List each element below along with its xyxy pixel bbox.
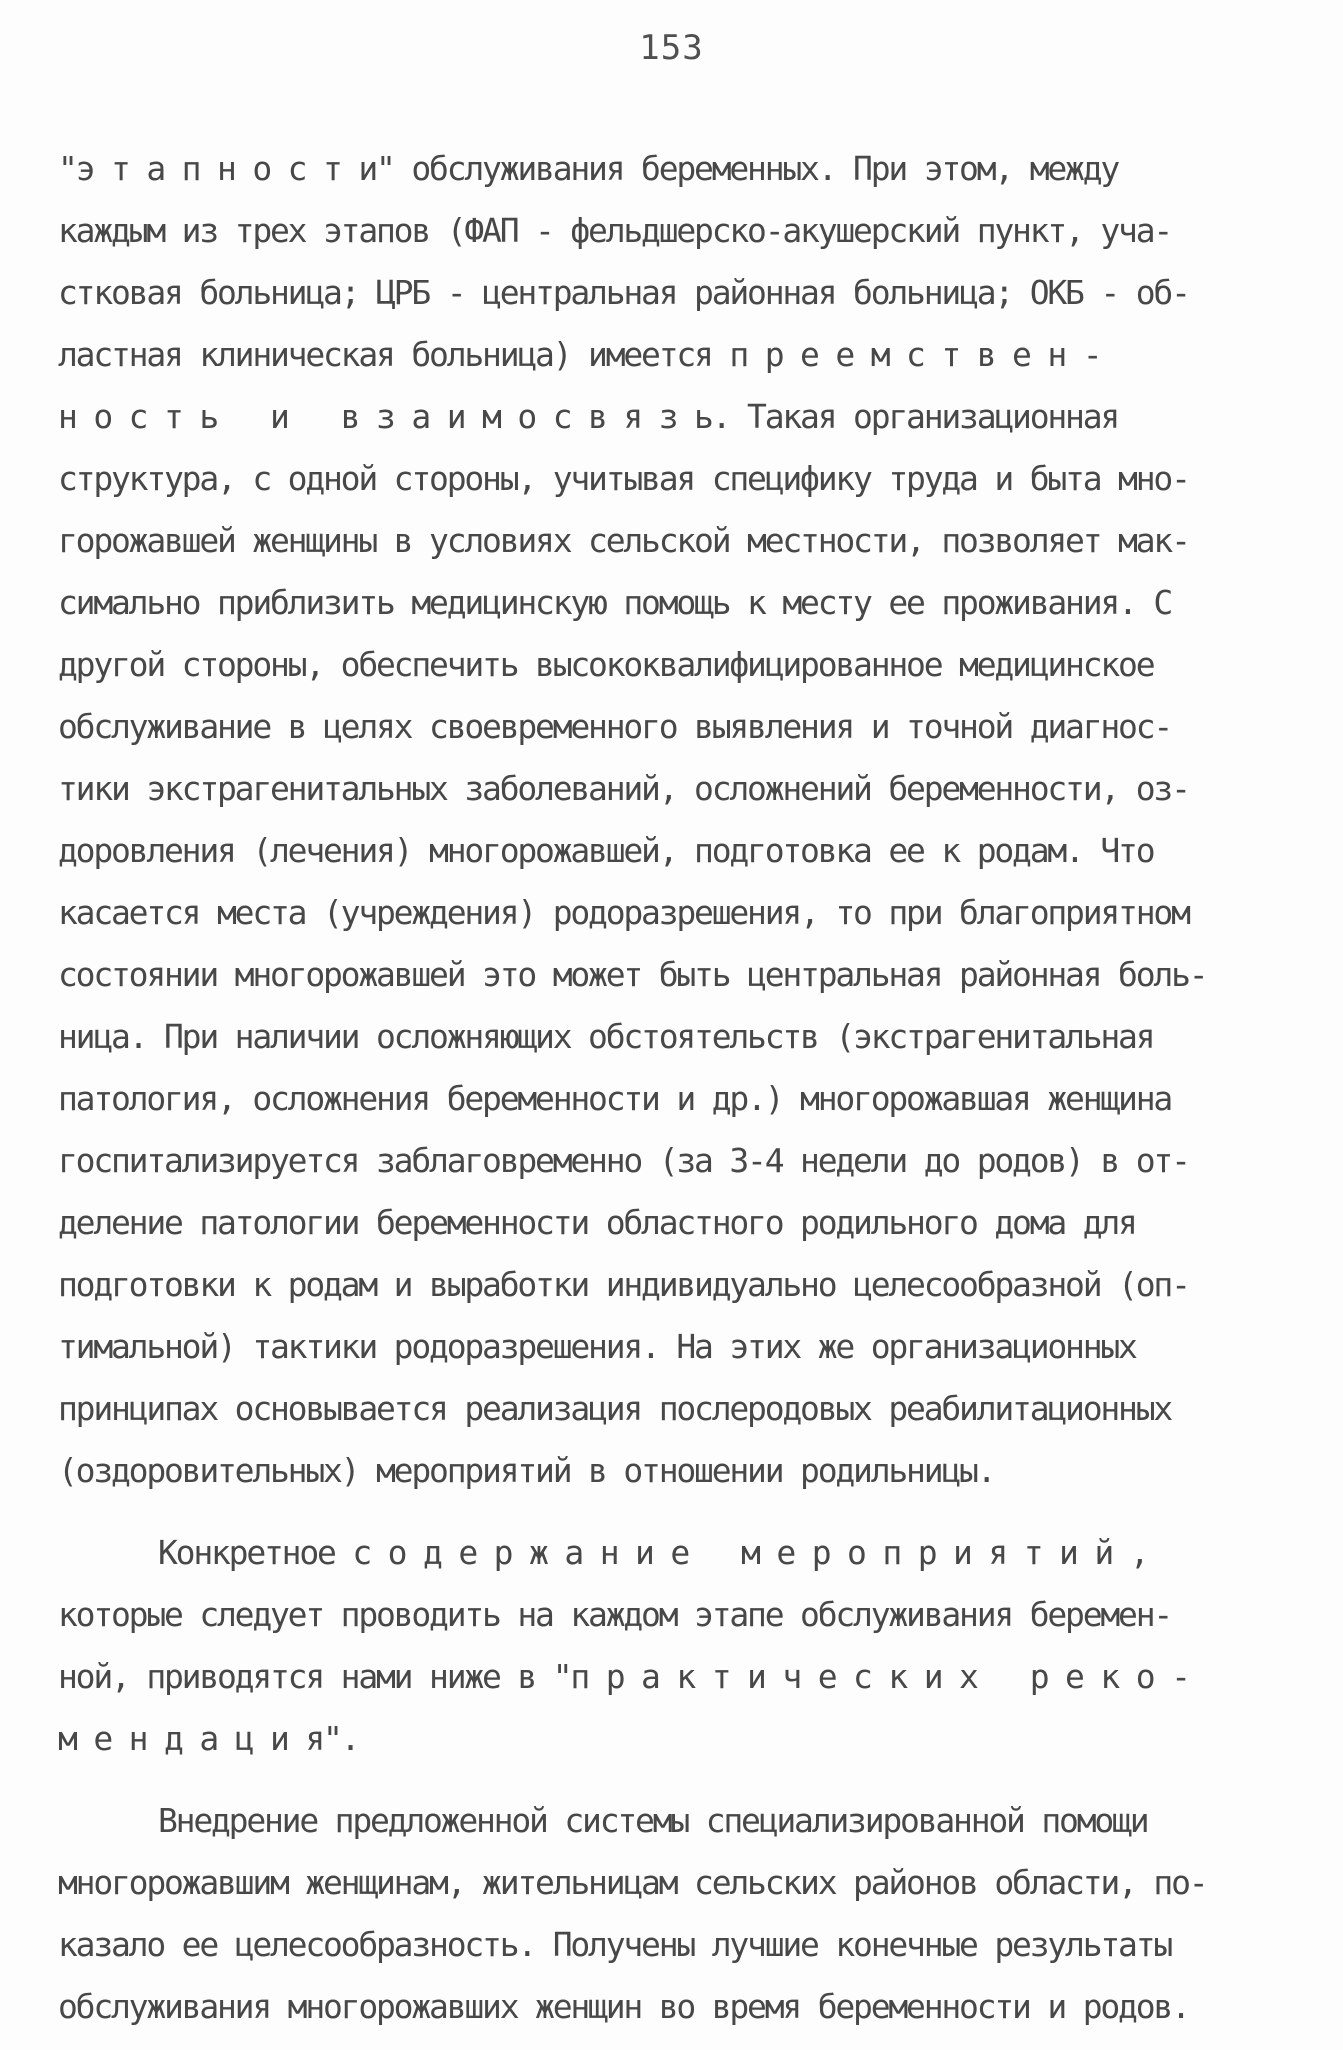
text-line: Внедрение предложенной системы специализированной помощи (158, 1801, 1148, 1840)
text-line: тимальной) тактики родоразрешения. На этих же организационных (58, 1327, 1136, 1366)
text-line: горожавшей женщины в условиях сельской местности, позволяет мак- (58, 521, 1189, 560)
text-line: ной, приводятся нами ниже в "п р а к т и ч е с к и х р е к о - (58, 1657, 1189, 1696)
text-line: патология, осложнения беременности и др.) многорожавшая женщина (58, 1079, 1172, 1118)
text-line: другой стороны, обеспечить высококвалифицированное медицинское (58, 645, 1154, 684)
text-line: ница. При наличии осложняющих обстоятельств (экстрагенитальная (58, 1017, 1154, 1056)
text-line: состоянии многорожавшей это может быть центральная районная боль- (58, 955, 1207, 994)
text-line: касается места (учреждения) родоразрешения, то при благоприятном (58, 893, 1189, 932)
text-line: обслуживание в целях своевременного выявления и точной диагнос- (58, 707, 1172, 746)
text-line: принципах основывается реализация послеродовых реабилитационных (58, 1389, 1172, 1428)
paragraph-gap (58, 1770, 1308, 1790)
text-line: (оздоровительных) мероприятий в отношении родильницы. (58, 1451, 995, 1490)
text-line: ластная клиническая больница) имеется п р е е м с т в е н - (58, 335, 1101, 374)
text-line: госпитализируется заблаговременно (за 3-4 недели до родов) в от- (58, 1141, 1189, 1180)
text-line: симально приблизить медицинскую помощь к месту ее проживания. С (58, 583, 1172, 622)
paragraph-gap (58, 1502, 1308, 1522)
text-line: многорожавшим женщинам, жительницам сельских районов области, по- (58, 1863, 1207, 1902)
text-line: которые следует проводить на каждом этапе обслуживания беремен- (58, 1595, 1172, 1634)
text-line: обслуживания многорожавших женщин во время беременности и родов. (58, 1987, 1189, 2026)
text-line: Конкретное с о д е р ж а н и е м е р о п р и я т и й , (158, 1533, 1148, 1572)
text-line: м е н д а ц и я". (58, 1719, 359, 1758)
text-line: подготовки к родам и выработки индивидуально целесообразной (оп- (58, 1265, 1189, 1304)
text-line: структура, с одной стороны, учитывая специфику труда и быта мно- (58, 459, 1189, 498)
text-line: стковая больница; ЦРБ - центральная районная больница; ОКБ - об- (58, 273, 1189, 312)
text-line: деление патологии беременности областного родильного дома для (58, 1203, 1136, 1242)
text-line: н о с т ь и в з а и м о с в я з ь. Такая организационная (58, 397, 1119, 436)
page-number: 153 (639, 28, 704, 68)
text-line: доровления (лечения) многорожавшей, подготовка ее к родам. Что (58, 831, 1154, 870)
text-line: "э т а п н о с т и" обслуживания беременных. При этом, между (58, 149, 1119, 188)
text-line: каждым из трех этапов (ФАП - фельдшерско-акушерский пункт, уча- (58, 211, 1172, 250)
text-line: казало ее целесообразность. Получены лучшие конечные результаты (58, 1925, 1172, 1964)
body-text (58, 138, 1308, 2038)
text-line: тики экстрагенитальных заболеваний, осложнений беременности, оз- (58, 769, 1189, 808)
